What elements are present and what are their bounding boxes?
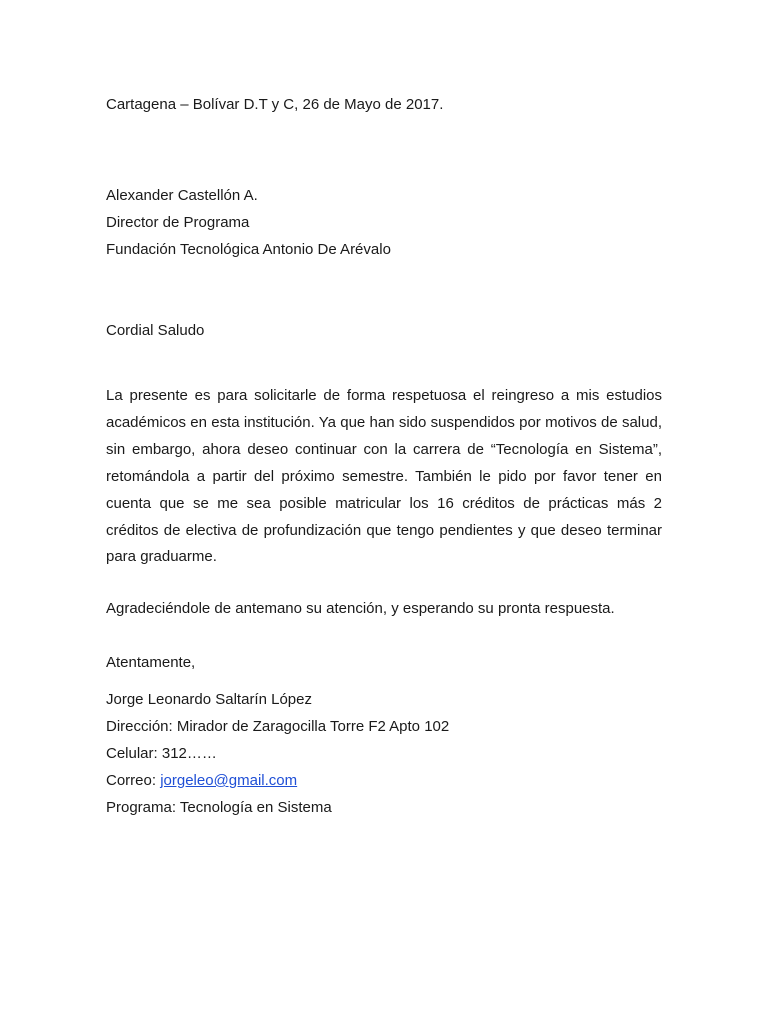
sender-email-label: Correo: (106, 772, 161, 789)
sender-phone: Celular: 312…… (106, 745, 217, 762)
sender-program: Programa: Tecnología en Sistema (106, 799, 332, 816)
recipient-title: Director de Programa (106, 214, 250, 231)
sender-address: Dirección: Mirador de Zaragocilla Torre F2 Apto 102 (106, 718, 450, 735)
place-date: Cartagena – Bolívar D.T y C, 26 de Mayo de 2017. (106, 96, 444, 113)
sender-name: Jorge Leonardo Saltarín López (106, 691, 312, 708)
recipient-name: Alexander Castellón A. (106, 187, 258, 204)
sender-email-line (106, 771, 297, 791)
recipient-institution: Fundación Tecnológica Antonio De Arévalo (106, 241, 391, 258)
closing: Atentamente, (106, 654, 196, 671)
greeting: Cordial Saludo (106, 322, 205, 339)
letter-body: La presente es para solicitarle de forma respetuosa el reingreso a mis estudios académicos en esta institución. Ya que han sido suspendidos por motivos de salud, sin embargo, ahora deseo continuar con la carrera de “Tecnología en Sistema”, retomándola a partir del próximo semestre. También le pido por favor tener en cuenta que se me sea posible matricular los 16 créditos de prácticas más 2 créditos de electiva de profundización que tengo pendientes y que deseo terminar para graduarme. (106, 387, 662, 566)
sender-email-link[interactable]: jorgeleo@gmail.com (160, 772, 298, 789)
thanks-line: Agradeciéndole de antemano su atención, y esperando su pronta respuesta. (106, 600, 615, 617)
